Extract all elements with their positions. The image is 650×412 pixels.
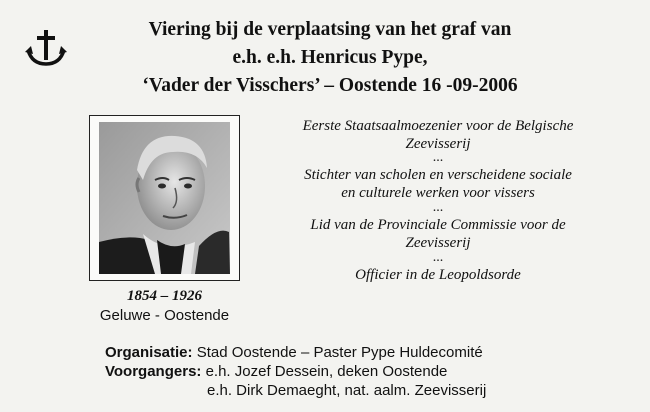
organisation-line — [105, 344, 483, 362]
bio-item-2-line-2: en culturele werken voor vissers — [341, 185, 535, 201]
title-line-1: Viering bij de verplaatsing van het graf van — [148, 19, 512, 40]
bio-item-3-line-2: Zeevisserij — [405, 235, 471, 251]
bio-separator: ... — [432, 250, 444, 265]
bio-item-3-line-1: Lid van de Provinciale Commissie voor de — [310, 217, 566, 233]
bio-item-2-line-1: Stichter van scholen en verscheidene sociale — [304, 167, 572, 183]
bio-item-3 — [268, 216, 608, 252]
bio-separator: ... — [432, 150, 444, 165]
title-line-2: e.h. e.h. Henricus Pype, — [232, 47, 428, 68]
title-line-3: ‘Vader der Visschers’ – Oostende 16 -09-2006 — [142, 75, 518, 96]
life-dates: 1854 – 1926 — [127, 288, 202, 304]
life-places: Geluwe - Oostende — [99, 307, 230, 324]
bio-item-4 — [268, 266, 608, 284]
voorgangers-line — [105, 363, 447, 381]
voorgangers-value-1: e.h. Jozef Dessein, deken Oostende — [205, 363, 448, 380]
bio-item-4-line-1: Officier in de Leopoldsorde — [355, 267, 521, 283]
bio-item-2 — [268, 166, 608, 202]
bio-item-1 — [268, 117, 608, 153]
portrait-photo — [99, 122, 230, 274]
bio-separator: ... — [432, 200, 444, 215]
voorgangers-line-2 — [207, 382, 486, 400]
organisation-label: Organisatie: — [105, 344, 193, 361]
bio-item-1-line-1: Eerste Staatsaalmoezenier voor de Belgische — [302, 118, 574, 134]
bio-item-1-line-2: Zeevisserij — [405, 136, 471, 152]
voorgangers-label: Voorgangers: — [105, 363, 202, 380]
voorgangers-value-2: e.h. Dirk Demaeght, nat. aalm. Zeevisserij — [207, 382, 487, 399]
portrait-frame — [89, 115, 240, 281]
organisation-value: Stad Oostende – Paster Pype Huldecomité — [196, 344, 483, 361]
cross-anchor-icon — [24, 28, 68, 68]
